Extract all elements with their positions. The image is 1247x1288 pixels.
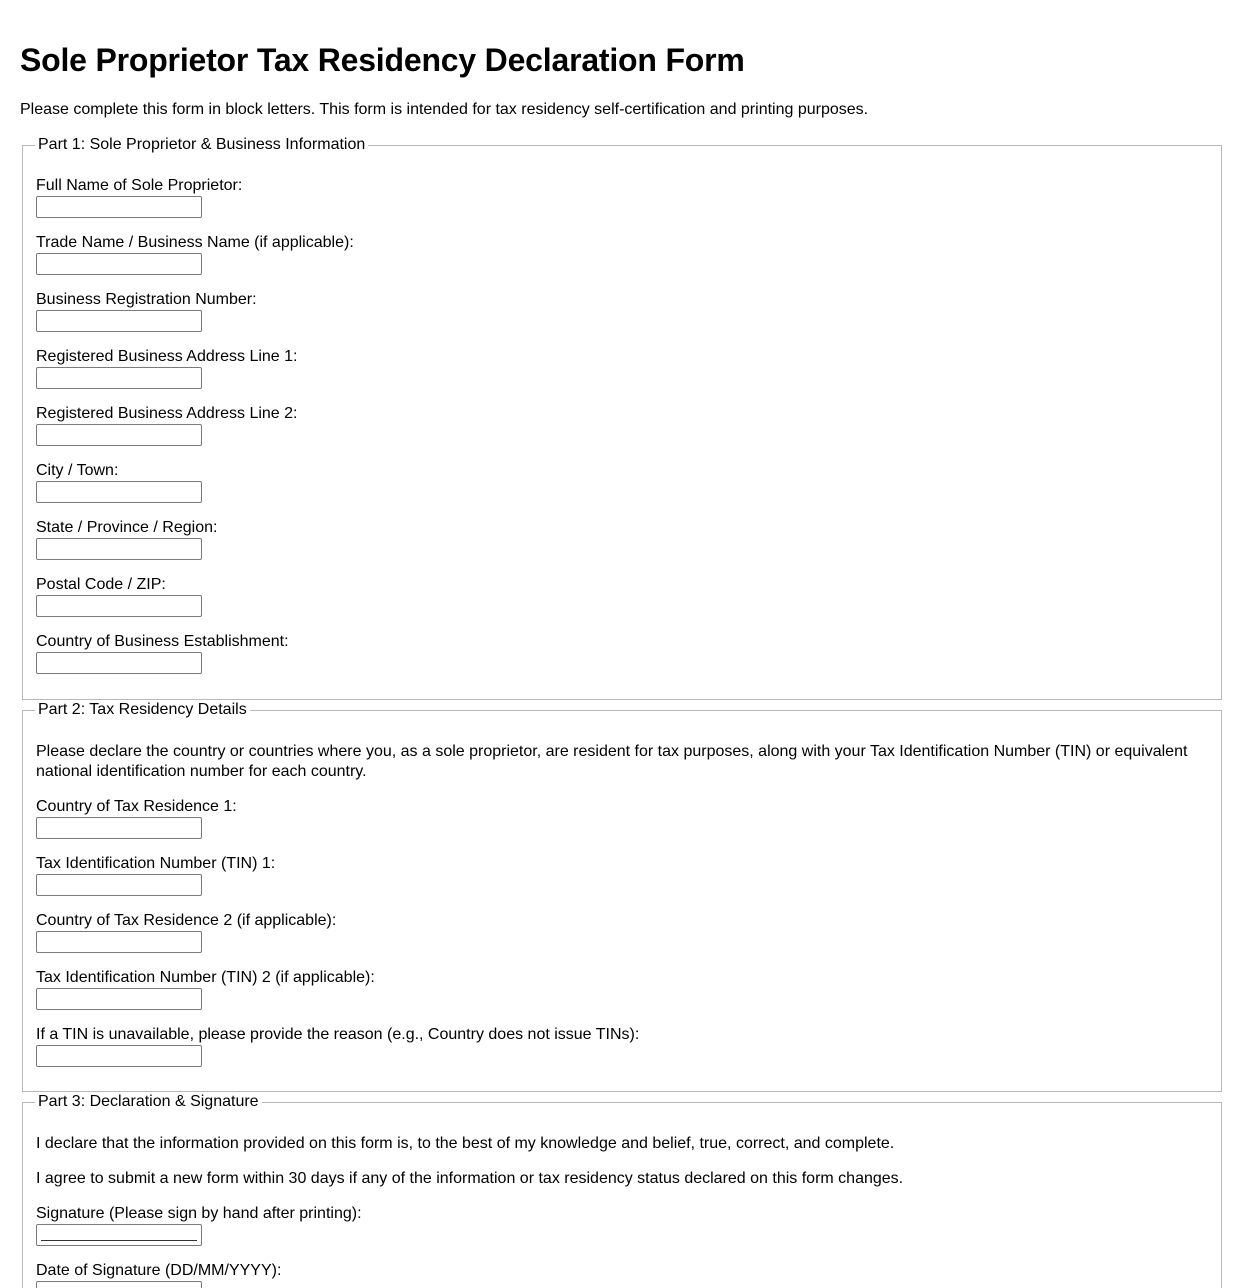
city-field bbox=[36, 461, 1208, 503]
address-line2-field bbox=[36, 404, 1208, 446]
intro-text: Please complete this form in block letters. This form is intended for tax residency self-certification and printing purposes. bbox=[20, 101, 869, 118]
tin-unavailable-input[interactable] bbox=[36, 1045, 202, 1067]
section-part1 bbox=[22, 136, 1222, 700]
address-line1-label: Registered Business Address Line 1: bbox=[36, 348, 298, 365]
address-line1-input[interactable] bbox=[36, 367, 202, 389]
tax-country2-field bbox=[36, 911, 1208, 953]
full-name-input[interactable] bbox=[36, 196, 202, 218]
section-part2-content bbox=[36, 742, 1208, 1082]
trade-name-field bbox=[36, 233, 1208, 275]
signature-date-label: Date of Signature (DD/MM/YYYY): bbox=[36, 1262, 282, 1279]
tax-country1-input[interactable] bbox=[36, 817, 202, 839]
registration-number-label: Business Registration Number: bbox=[36, 291, 257, 308]
tax-country2-input[interactable] bbox=[36, 931, 202, 953]
tin1-label: Tax Identification Number (TIN) 1: bbox=[36, 855, 276, 872]
section-part2 bbox=[22, 701, 1222, 1092]
signature-field bbox=[36, 1204, 1208, 1246]
section-part3-legend: Part 3: Declaration & Signature bbox=[35, 1092, 262, 1112]
city-label: City / Town: bbox=[36, 462, 119, 479]
state-label: State / Province / Region: bbox=[36, 519, 218, 536]
tin-unavailable-label: If a TIN is unavailable, please provide the reason (e.g., Country does not issue TINs): bbox=[36, 1026, 640, 1043]
signature-line bbox=[41, 1240, 197, 1241]
tin2-field bbox=[36, 968, 1208, 1010]
tax-country1-label: Country of Tax Residence 1: bbox=[36, 798, 237, 815]
section-part3-content bbox=[36, 1134, 1208, 1288]
tin2-input[interactable] bbox=[36, 988, 202, 1010]
address-line2-input[interactable] bbox=[36, 424, 202, 446]
postal-code-field bbox=[36, 575, 1208, 617]
page-title: Sole Proprietor Tax Residency Declaration Form bbox=[20, 42, 745, 78]
section-part1-content bbox=[36, 176, 1208, 689]
tin1-field bbox=[36, 854, 1208, 896]
business-country-input[interactable] bbox=[36, 652, 202, 674]
registration-number-input[interactable] bbox=[36, 310, 202, 332]
section-part2-legend: Part 2: Tax Residency Details bbox=[35, 700, 250, 720]
signature-date-input[interactable] bbox=[36, 1281, 202, 1288]
city-input[interactable] bbox=[36, 481, 202, 503]
state-input[interactable] bbox=[36, 538, 202, 560]
state-field bbox=[36, 518, 1208, 560]
section-part3 bbox=[22, 1093, 1222, 1288]
registration-number-field bbox=[36, 290, 1208, 332]
tax-country2-label: Country of Tax Residence 2 (if applicable): bbox=[36, 912, 337, 929]
tin1-input[interactable] bbox=[36, 874, 202, 896]
business-country-field bbox=[36, 632, 1208, 674]
business-country-label: Country of Business Establishment: bbox=[36, 633, 289, 650]
declaration-update-text: I agree to submit a new form within 30 days if any of the information or tax residency status declared on this form changes. bbox=[36, 1170, 904, 1187]
signature-box[interactable] bbox=[36, 1224, 202, 1246]
tax-residency-instructions: Please declare the country or countries where you, as a sole proprietor, are resident for tax purposes, along with your Tax Identification Number (TIN) or equivalent national identification number for each country. bbox=[36, 743, 1188, 780]
tin2-label: Tax Identification Number (TIN) 2 (if applicable): bbox=[36, 969, 375, 986]
tax-country1-field bbox=[36, 797, 1208, 839]
address-line2-label: Registered Business Address Line 2: bbox=[36, 405, 298, 422]
trade-name-input[interactable] bbox=[36, 253, 202, 275]
postal-code-label: Postal Code / ZIP: bbox=[36, 576, 166, 593]
tin-unavailable-field bbox=[36, 1025, 1208, 1067]
full-name-field bbox=[36, 176, 1208, 218]
declaration-truth-text: I declare that the information provided on this form is, to the best of my knowledge and belief, true, correct, and complete. bbox=[36, 1135, 895, 1152]
trade-name-label: Trade Name / Business Name (if applicable): bbox=[36, 234, 354, 251]
signature-label: Signature (Please sign by hand after printing): bbox=[36, 1205, 362, 1222]
section-part1-legend: Part 1: Sole Proprietor & Business Information bbox=[35, 135, 368, 155]
postal-code-input[interactable] bbox=[36, 595, 202, 617]
address-line1-field bbox=[36, 347, 1208, 389]
full-name-label: Full Name of Sole Proprietor: bbox=[36, 177, 243, 194]
signature-date-field bbox=[36, 1261, 1208, 1288]
